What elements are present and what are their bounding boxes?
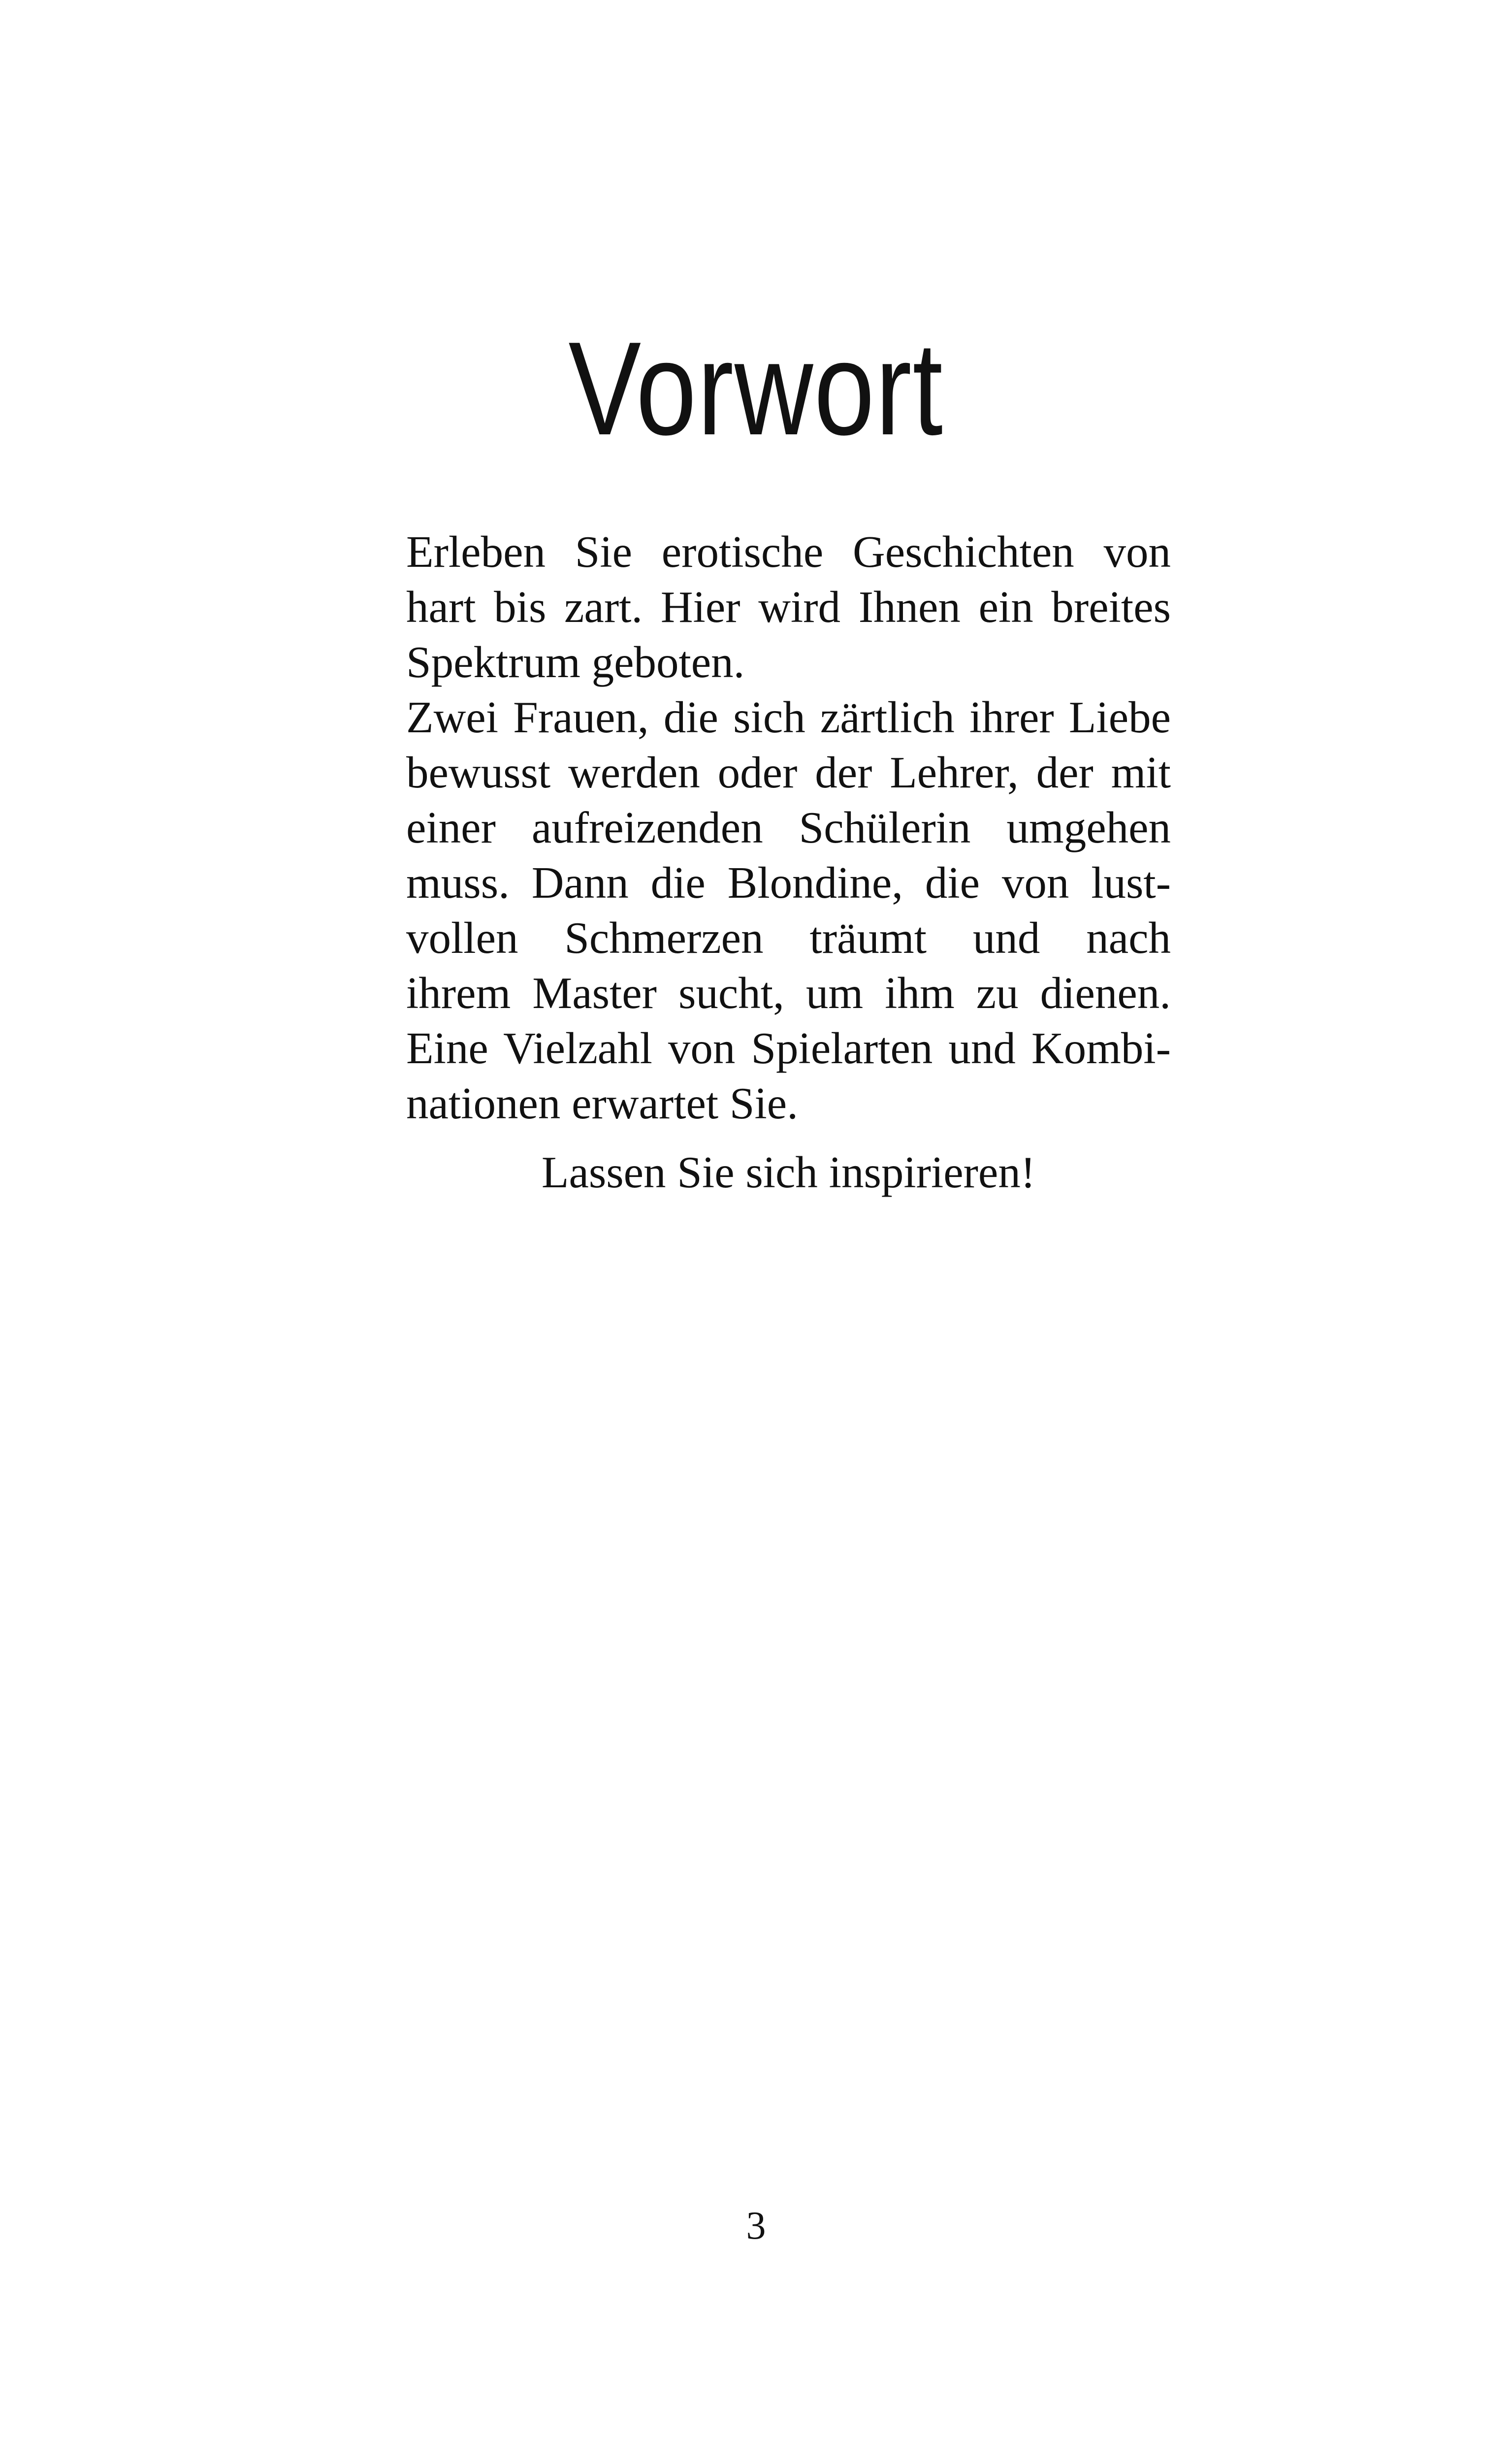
chapter-title: Vorwort <box>568 315 944 463</box>
page-number: 3 <box>746 2204 766 2248</box>
text-line: Erleben Sie erotische Geschichten von <box>406 527 1171 577</box>
paragraph-1 <box>406 524 1171 690</box>
text-line: Spektrum geboten. <box>406 637 745 687</box>
text-line: vollen Schmerzen träumt und nach <box>406 913 1171 963</box>
text-line: bewusst werden oder der Lehrer, der mit <box>406 748 1171 797</box>
text-line: muss. Dann die Blondine, die von lust- <box>406 858 1171 908</box>
closing-line: Lassen Sie sich inspirieren! <box>541 1147 1036 1197</box>
text-line: nationen erwartet Sie. <box>406 1078 798 1128</box>
text-line: hart bis zart. Hier wird Ihnen ein breites <box>406 582 1171 632</box>
text-line: Eine Vielzahl von Spielarten und Kombi- <box>406 1023 1171 1073</box>
text-line: Zwei Frauen, die sich zärtlich ihrer Liebe <box>406 692 1171 742</box>
text-line: einer aufreizenden Schülerin umgehen <box>406 803 1171 852</box>
text-line: ihrem Master sucht, um ihm zu dienen. <box>406 968 1171 1018</box>
paragraph-2 <box>406 690 1171 1131</box>
preface-text <box>406 524 1171 1200</box>
